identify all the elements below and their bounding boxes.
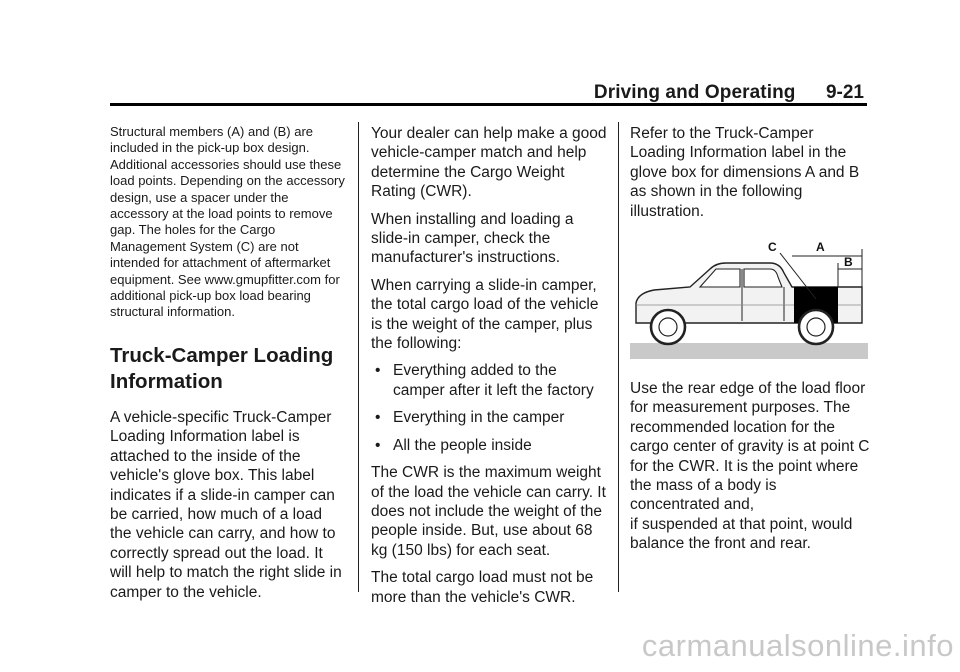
ground-strip xyxy=(630,343,868,359)
column-divider xyxy=(358,122,359,592)
section-heading: Truck-Camper Loading Information xyxy=(110,343,334,393)
label-a: A xyxy=(816,240,825,255)
rear-hub xyxy=(807,318,825,336)
bullet-marker: • xyxy=(375,436,381,454)
truck-illustration xyxy=(630,239,870,365)
carrying-paragraph: When carrying a slide-in camper, the total cargo load of the vehicle is the weight of the camper, plus the following: xyxy=(371,276,599,353)
cwr-paragraph: The CWR is the maximum weight of the load the vehicle can carry. It does not include the weight of the people inside. But, use about 68 kg (150 lbs) for each seat. xyxy=(371,464,606,559)
column-right xyxy=(630,124,870,562)
bullet-marker: • xyxy=(375,362,381,380)
page-header xyxy=(594,82,864,104)
dealer-paragraph: Your dealer can help make a good vehicle-camper match and help determine the Cargo Weight Rating (CWR). xyxy=(371,125,607,201)
column-middle xyxy=(371,124,611,615)
watermark: carmanualsonline.info xyxy=(641,628,954,663)
label-b: B xyxy=(844,255,853,270)
bullet-marker: • xyxy=(375,409,381,427)
installing-paragraph: When installing and loading a slide-in camper, check the manufacturer's instructions. xyxy=(371,210,574,267)
rear-window xyxy=(744,269,782,287)
page-number: 9-21 xyxy=(825,82,864,103)
list-item: • Everything in the camper xyxy=(375,409,565,427)
column-left xyxy=(110,124,346,610)
truck-camper-label-paragraph: A vehicle-specific Truck-Camper Loading Information label is attached to the inside of the vehicle's glove box. This label indicates if a slide-in camper can be carried, how much of a load the vehicle can carry, and how to correctly spread out the load. It will help to match the right slide in camper to the vehicle. xyxy=(110,408,342,601)
column-divider xyxy=(618,122,619,592)
list-item: • All the people inside xyxy=(375,436,532,454)
front-hub xyxy=(659,318,677,336)
structural-members-paragraph: Structural members (A) and (B) are included in the pick-up box design. Additional accessories should use these load points. Depending on the accessory design, use a spacer under the accessory at the load points to remove gap. The holes for the Cargo Management System (C) are not intended for attachment of aftermarket equipment. See www.gmupfitter.com for additional pick-up box load bearing structural information. xyxy=(110,124,345,320)
label-c: C xyxy=(768,240,777,255)
total-cargo-paragraph: The total cargo load must not be more than the vehicle's CWR. xyxy=(371,569,594,606)
list-item: • Everything added to the camper after it left the factory xyxy=(375,362,594,399)
cargo-list xyxy=(371,361,611,455)
refer-label-paragraph: Refer to the Truck-Camper Loading Information label in the glove box for dimensions A and B as shown in the following illustration. xyxy=(630,125,860,220)
pickup-truck-diagram xyxy=(630,239,870,365)
balance-paragraph: if suspended at that point, would balance the front and rear. xyxy=(630,515,853,553)
header-rule xyxy=(110,103,867,106)
section-title: Driving and Operating xyxy=(593,82,796,103)
measurement-paragraph: Use the rear edge of the load floor for measurement purposes. The recommended location for the cargo center of gravity is at point C for the CWR. It is the point where the mass of a body is concentrated and, xyxy=(630,380,870,514)
